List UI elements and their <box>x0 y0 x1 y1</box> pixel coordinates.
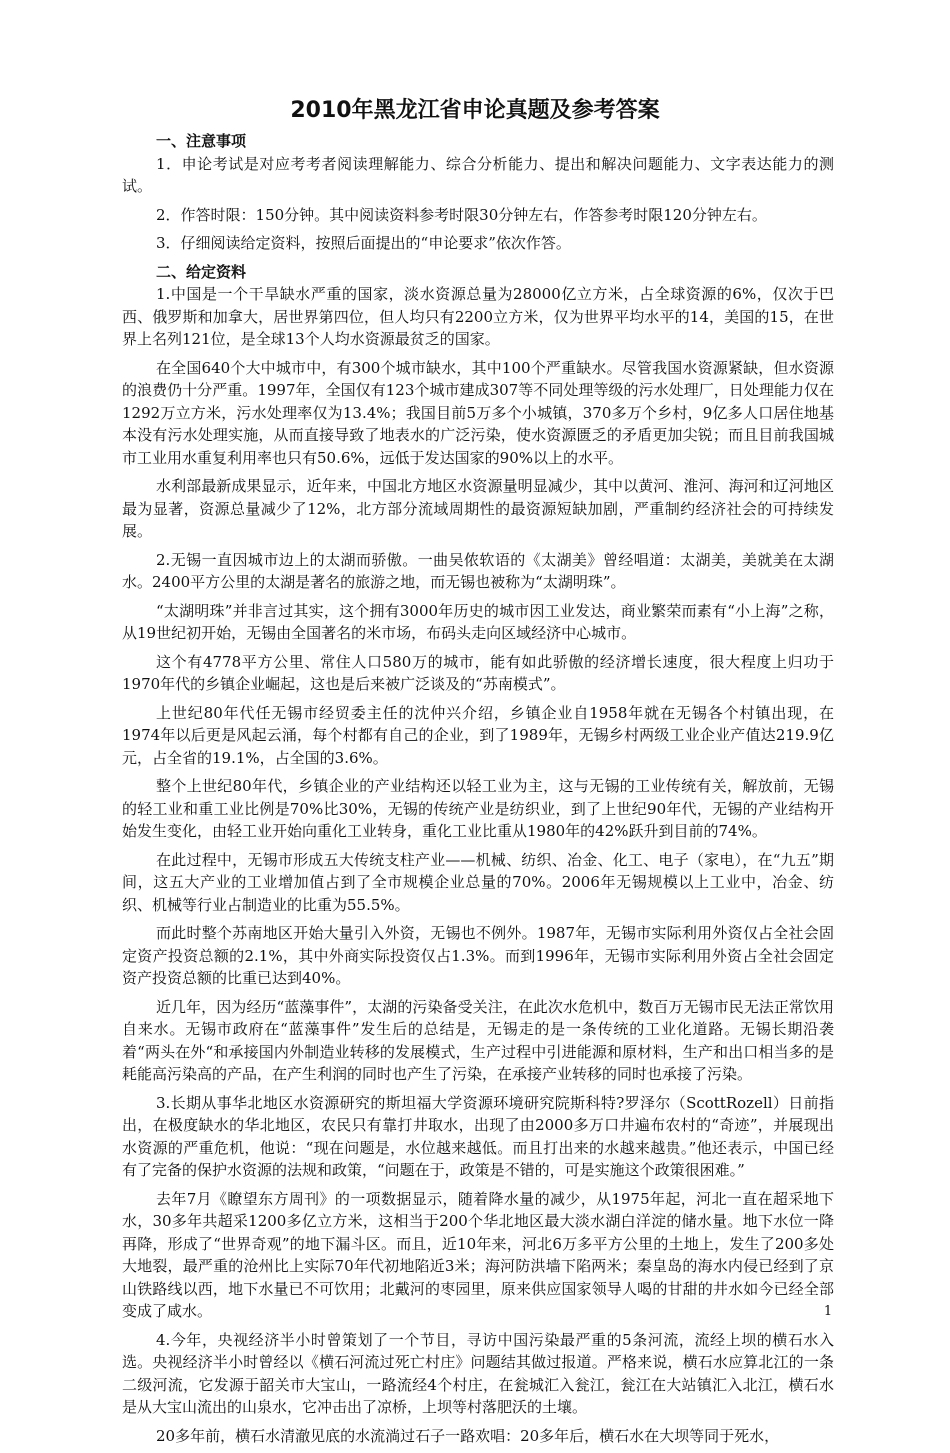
material-paragraph: 20多年前，横石水清澈见底的水流淌过石子一路欢唱：20多年后，横石水在大坝等同于死水， <box>156 1426 780 1445</box>
document-body <box>122 130 834 1453</box>
material-paragraph: 上世纪80年代任无锡市经贸委主任的沈仲兴介绍，乡镇企业自1958年就在无锡各个村镇出现，在1974年以后更是风起云涌，每个村都有自己的企业，到了1989年，无锡乡村两级工业企业产值达219.9亿元，占全省的19.1%，占全国的3.6%。 <box>122 703 834 767</box>
material-paragraph: 水利部最新成果显示，近年来，中国北方地区水资源量明显减少，其中以黄河、淮河、海河和辽河地区最为显著，资源总量减少了12%，北方部分流域周期性的最资源短缺加剧，严重制约经济社会的可持续发展。 <box>122 477 834 540</box>
section-heading-notice: 一、注意事项 <box>156 132 247 150</box>
material-paragraph: 近几年，因为经历“蓝藻事件”，太湖的污染备受关注，在此次水危机中，数百万无锡市民无法正常饮用自来水。无锡市政府在“蓝藻事件”发生后的总结是，无锡走的是一条传统的工业化道路。无锡长期沿袭着“两头在外“和承接国内外制造业转移的发展模式，生产过程中引进能源和原材料，生产和出口相当多的是耗能高污染高的产品，在产生利润的同时也产生了污染，在承接产业转移的同时也承接了污染。 <box>122 997 834 1083</box>
material-paragraph: 去年7月《瞭望东方周刊》的一项数据显示，随着降水量的减少，从1975年起，河北一直在超采地下水，30多年共超采1200多亿立方米，这相当于200个华北地区最大淡水湖白洋淀的储水量。地下水位一降再降，形成了“世界奇观”的地下漏斗区。而且，近10年来，河北6万多平方公里的土地上，发生了200多处大地裂，最严重的沧州比上实际70年代初地陷近3米；海河防洪墙下陷两米；秦皇岛的海水内侵已经到了京山铁路线以西，地下水量已不可饮用；北戴河的枣园里，原来供应国家领导人喝的甘甜的井水如今已经全部变成了咸水。 <box>122 1189 834 1320</box>
notice-item: 3．仔细阅读给定资料，按照后面提出的“申论要求”依次作答。 <box>156 234 571 252</box>
material-paragraph: 整个上世纪80年代，乡镇企业的产业结构还以轻工业为主，这与无锡的工业传统有关，解放前，无锡的轻工业和重工业比例是70%比30%，无锡的传统产业是纺织业，到了上世纪90年代，无锡的产业结构开始发生变化，由轻工业开始向重化工业转身，重化工业比重从1980年的42%跃升到目前的74%。 <box>122 777 834 840</box>
material-paragraph: 在全国640个大中城市中，有300个城市缺水，其中100个严重缺水。尽管我国水资源紧缺，但水资源的浪费仍十分严重。1997年，全国仅有123个城市建成307等不同处理等级的污水处理厂，日处理能力仅在1292万立方米，污水处理率仅为13.4%；我国目前5万多个小城镇，370多万个乡村，9亿多人口居住地基本没有污水处理实施，从而直接导致了地表水的广泛污染，使水资源匮乏的矛盾更加尖锐；而且目前我国城市工业用水重复利用率也只有50.6%，远低于发达国家的90%以上的水平。 <box>122 358 834 467</box>
page-number: 1 <box>823 1304 833 1319</box>
material-paragraph: 1.中国是一个干旱缺水严重的国家，淡水资源总量为28000亿立方米，占全球资源的6%，仅次于巴西、俄罗斯和加拿大，居世界第四位，但人均只有2200立方米，仅为世界平均水平的14，美国的15，在世界上名列121位，是全球13个人均水资源最贫乏的国家。 <box>122 285 834 348</box>
material-paragraph: 2.无锡一直因城市边上的太湖而骄傲。一曲吴侬软语的《太湖美》曾经唱道：太湖美，美就美在太湖水。2400平方公里的太湖是著名的旅游之地，而无锡也被称为“太湖明珠”。 <box>122 550 834 591</box>
notice-item: 1．申论考试是对应考考者阅读理解能力、综合分析能力、提出和解决问题能力、文字表达能力的测试。 <box>122 154 834 195</box>
document-title: 2010年黑龙江省申论真题及参考答案 <box>290 98 660 123</box>
notice-item: 2．作答时限：150分钟。其中阅读资料参考时限30分钟左右，作答参考时限120分钟左右。 <box>156 205 767 224</box>
material-paragraph: 这个有4778平方公里、常住人口580万的城市，能有如此骄傲的经济增长速度，很大程度上归功于1970年代的乡镇企业崛起，这也是后来被广泛谈及的“苏南模式”。 <box>122 652 834 693</box>
material-paragraph: 在此过程中，无锡市形成五大传统支柱产业——机械、纺织、冶金、化工、电子（家电），在“九五”期间，这五大产业的工业增加值占到了全市规模企业总量的70%。2006年无锡规模以上工业中，冶金、纺织、机械等行业占制造业的比重为55.5%。 <box>122 850 834 914</box>
material-paragraph: 3.长期从事华北地区水资源研究的斯坦福大学资源环境研究院斯科特?罗泽尔（ScottRozell）日前指出，在极度缺水的华北地区，农民只有靠打井取水，出现了由2000多万口井遍布农村的“奇迹”，并展现出水资源的严重危机，他说：“现在问题是，水位越来越低。而且打出来的水越来越贵。”他还表示，中国已经有了完备的保护水资源的法规和政策，“问题在于，政策是不错的，可是实施这个政策很困难。” <box>122 1093 834 1179</box>
material-paragraph: “太湖明珠”并非言过其实，这个拥有3000年历史的城市因工业发达，商业繁荣而素有“小上海”之称，从19世纪初开始，无锡由全国著名的米市场，布码头走向区域经济中心城市。 <box>122 601 834 642</box>
section-heading-materials: 二、给定资料 <box>156 262 247 281</box>
material-paragraph: 而此时整个苏南地区开始大量引入外资，无锡也不例外。1987年，无锡市实际利用外资仅占全社会固定资产投资总额的2.1%，其中外商实际投资仅占1.3%。而到1996年，无锡市实际利用外资占全社会固定资产投资总额的比重已达到40%。 <box>122 924 834 987</box>
material-paragraph: 4.今年，央视经济半小时曾策划了一个节目，寻访中国污染最严重的5条河流，流经上坝的横石水入选。央视经济半小时曾经以《横石河流过死亡村庄》问题结其做过报道。严格来说，横石水应算北江的一条二级河流，它发源于韶关市大宝山，一路流经4个村庄，在瓮城汇入瓮江，瓮江在大站镇汇入北江，横石水是从大宝山流出的山泉水，它冲击出了凉桥，上坝等村落肥沃的土壤。 <box>122 1330 834 1416</box>
